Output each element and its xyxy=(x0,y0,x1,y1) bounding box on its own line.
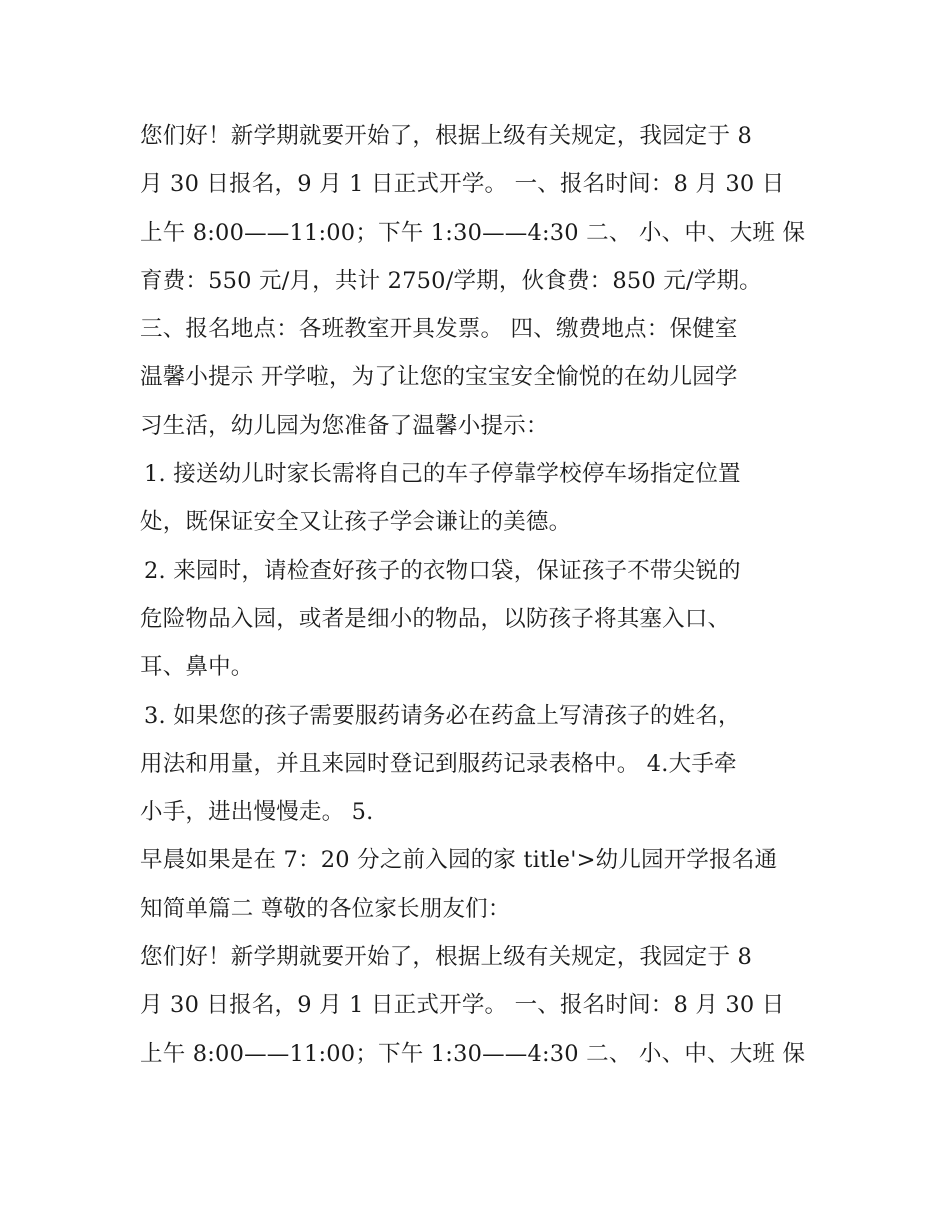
text-line: 小手，进出慢慢走。 5. xyxy=(140,799,374,826)
text-line: 耳、鼻中。 xyxy=(140,654,254,681)
text-line: 早晨如果是在 7：20 分之前入园的家 title'>幼儿园开学报名通 xyxy=(140,847,778,874)
text-line: 月 30 日报名，9 月 1 日正式开学。 一、报名时间：8 月 30 日 xyxy=(140,992,785,1019)
text-line: 用法和用量，并且来园时登记到服药记录表格中。 4.大手牵 xyxy=(140,750,737,777)
text-line: 温馨小提示 开学啦，为了让您的宝宝安全愉悦的在幼儿园学 xyxy=(140,364,738,391)
document-body xyxy=(140,112,820,1078)
text-line: 上午 8:00——11:00；下午 1:30——4:30 二、 小、中、大班 保 xyxy=(140,219,806,246)
text-line: 月 30 日报名，9 月 1 日正式开学。 一、报名时间：8 月 30 日 xyxy=(140,171,785,198)
text-line: 上午 8:00——11:00；下午 1:30——4:30 二、 小、中、大班 保 xyxy=(140,1040,806,1067)
list-item-1: 1. 接送幼儿时家长需将自己的车子停靠学校停车场指定位置 xyxy=(144,461,741,488)
text-line: 您们好！新学期就要开始了，根据上级有关规定，我园定于 8 xyxy=(140,123,753,149)
list-item-3: 3. 如果您的孩子需要服药请务必在药盒上写清孩子的姓名， xyxy=(144,702,741,729)
text-line: 知简单篇二 尊敬的各位家长朋友们： xyxy=(140,895,511,922)
text-line: 处，既保证安全又让孩子学会谦让的美德。 xyxy=(140,509,572,536)
text-line: 育费：550 元/月，共计 2750/学期，伙食费：850 元/学期。 xyxy=(140,267,762,294)
text-line: 您们好！新学期就要开始了，根据上级有关规定，我园定于 8 xyxy=(140,944,753,971)
list-item-2: 2. 来园时，请检查好孩子的衣物口袋，保证孩子不带尖锐的 xyxy=(144,557,741,584)
text-line: 危险物品入园，或者是细小的物品，以防孩子将其塞入口、 xyxy=(140,605,731,632)
text-line: 习生活，幼儿园为您准备了温馨小提示： xyxy=(140,412,549,439)
text-line: 三、报名地点：各班教室开具发票。 四、缴费地点：保健室 xyxy=(140,316,738,343)
